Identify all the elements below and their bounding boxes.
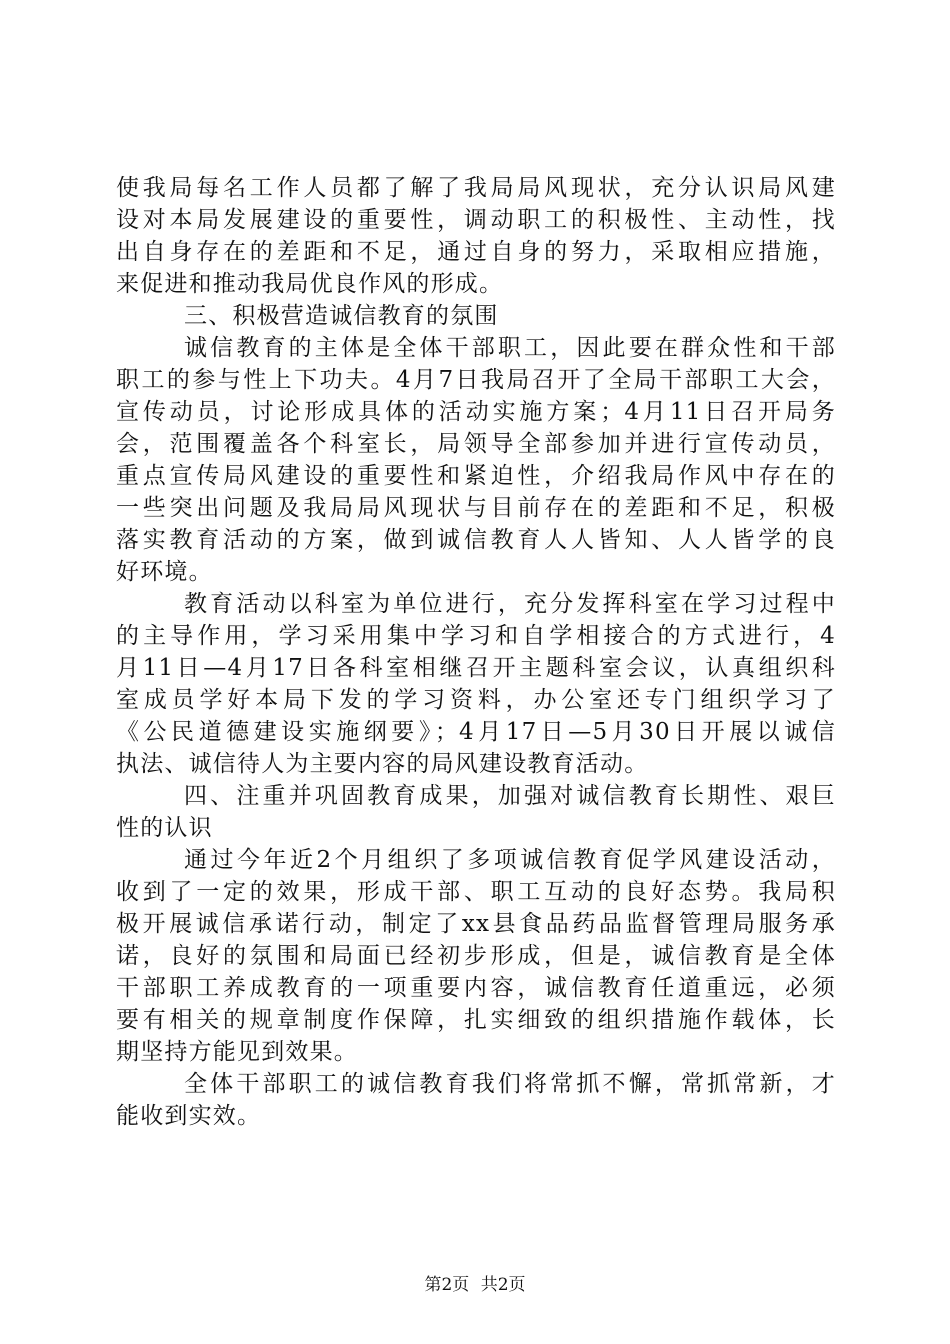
text-line: 月11日—4月17日各科室相继召开主题科室会议，认真组织科 <box>116 655 836 681</box>
text-line: 能收到实效。 <box>116 1103 262 1129</box>
text-line: 设对本局发展建设的重要性，调动职工的积极性、主动性，找 <box>116 207 836 233</box>
text-line: 室成员学好本局下发的学习资料，办公室还专门组织学习了 <box>116 687 836 713</box>
text-line: 收到了一定的效果，形成干部、职工互动的良好态势。我局积 <box>116 879 836 905</box>
text-line: 性的认识 <box>116 815 213 841</box>
text-line: 的主导作用，学习采用集中学习和自学相接合的方式进行，4 <box>116 623 836 649</box>
text-line: 要有相关的规章制度作保障，扎实细致的组织措施作载体，长 <box>116 1007 836 1033</box>
text-line: 重点宣传局风建设的重要性和紧迫性，介绍我局作风中存在的 <box>116 463 836 489</box>
text-line: 执法、诚信待人为主要内容的局风建设教育活动。 <box>116 751 649 777</box>
page-number: 第2页 <box>424 1275 470 1295</box>
text-line: 使我局每名工作人员都了解了我局局风现状，充分认识局风建 <box>116 175 836 201</box>
text-line: 会，范围覆盖各个科室长，局领导全部参加并进行宣传动员， <box>116 431 836 457</box>
page-footer <box>0 1270 950 1295</box>
text-line: 期坚持方能见到效果。 <box>116 1039 358 1065</box>
text-line: 四、注重并巩固教育成果，加强对诚信教育长期性、艰巨 <box>184 783 836 809</box>
text-line: 干部职工养成教育的一项重要内容，诚信教育任道重远，必须 <box>116 975 836 1001</box>
text-line: 《公民道德建设实施纲要》；4月17日—5月30日开展以诚信 <box>116 719 836 745</box>
text-line: 诺，良好的氛围和局面已经初步形成，但是，诚信教育是全体 <box>116 943 836 969</box>
text-line: 职工的参与性上下功夫。4月7日我局召开了全局干部职工大会， <box>116 367 836 393</box>
page-total: 共2页 <box>480 1275 526 1295</box>
text-line: 来促进和推动我局优良作风的形成。 <box>116 271 504 297</box>
text-line: 诚信教育的主体是全体干部职工，因此要在群众性和干部 <box>184 335 836 361</box>
document-body <box>116 172 836 1132</box>
text-line: 通过今年近2个月组织了多项诚信教育促学风建设活动， <box>184 847 836 873</box>
text-line: 宣传动员，讨论形成具体的活动实施方案；4月11日召开局务 <box>116 399 836 425</box>
text-line: 落实教育活动的方案，做到诚信教育人人皆知、人人皆学的良 <box>116 527 836 553</box>
text-line: 极开展诚信承诺行动，制定了xx县食品药品监督管理局服务承 <box>116 911 836 937</box>
text-line: 全体干部职工的诚信教育我们将常抓不懈，常抓常新，才 <box>184 1071 836 1097</box>
text-line: 三、积极营造诚信教育的氛围 <box>184 303 499 329</box>
text-line: 好环境。 <box>116 559 213 585</box>
text-line: 教育活动以科室为单位进行，充分发挥科室在学习过程中 <box>184 591 836 617</box>
text-line: 出自身存在的差距和不足，通过自身的努力，采取相应措施， <box>116 239 836 265</box>
text-line: 一些突出问题及我局局风现状与目前存在的差距和不足，积极 <box>116 495 836 521</box>
